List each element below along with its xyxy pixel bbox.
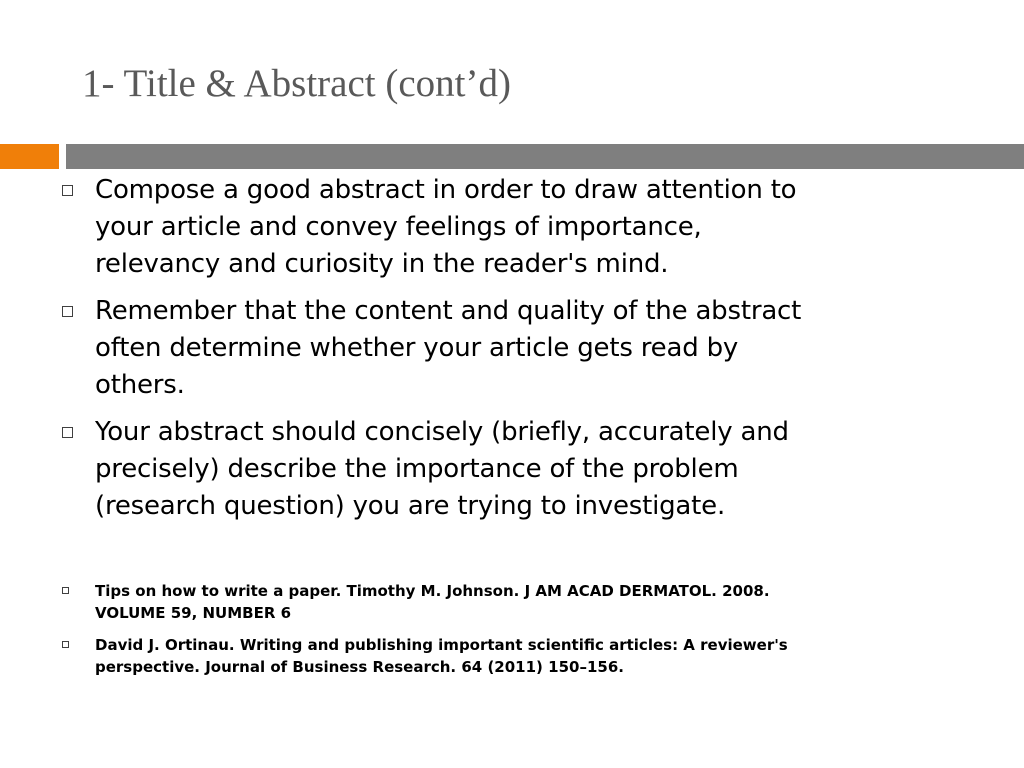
accent-bar-orange: [0, 144, 59, 169]
bullet-line: Remember that the content and quality of the abstract: [95, 296, 802, 326]
bullet-line: your article and convey feelings of importance,: [95, 212, 702, 242]
reference-text: [95, 580, 955, 624]
bullet-text: [95, 414, 965, 525]
reference-line: David J. Ortinau. Writing and publishing important scientific articles: A reviewer's: [95, 636, 788, 654]
square-bullet-icon: [62, 587, 69, 594]
square-bullet-icon: [62, 306, 73, 317]
bullet-line: Compose a good abstract in order to draw attention to: [95, 175, 797, 205]
slide-title: 1- Title & Abstract (cont’d): [82, 62, 511, 105]
accent-bar-gray: [66, 144, 1024, 169]
reference-line: perspective. Journal of Business Research. 64 (2011) 150–156.: [95, 658, 624, 676]
bullet-line: (research question) you are trying to investigate.: [95, 491, 726, 521]
bullet-line: Your abstract should concisely (briefly, accurately and: [95, 417, 789, 447]
square-bullet-icon: [62, 185, 73, 196]
square-bullet-icon: [62, 641, 69, 648]
bullet-text: [95, 293, 965, 404]
bullet-line: precisely) describe the importance of the problem: [95, 454, 739, 484]
reference-line: Tips on how to write a paper. Timothy M. Johnson. J AM ACAD DERMATOL. 2008.: [95, 582, 770, 600]
bullet-text: [95, 172, 965, 283]
reference-text: [95, 634, 955, 678]
reference-line: VOLUME 59, NUMBER 6: [95, 604, 292, 622]
bullet-line: relevancy and curiosity in the reader's mind.: [95, 249, 669, 279]
bullet-line: often determine whether your article gets read by: [95, 333, 739, 363]
square-bullet-icon: [62, 427, 73, 438]
bullet-line: others.: [95, 370, 185, 400]
